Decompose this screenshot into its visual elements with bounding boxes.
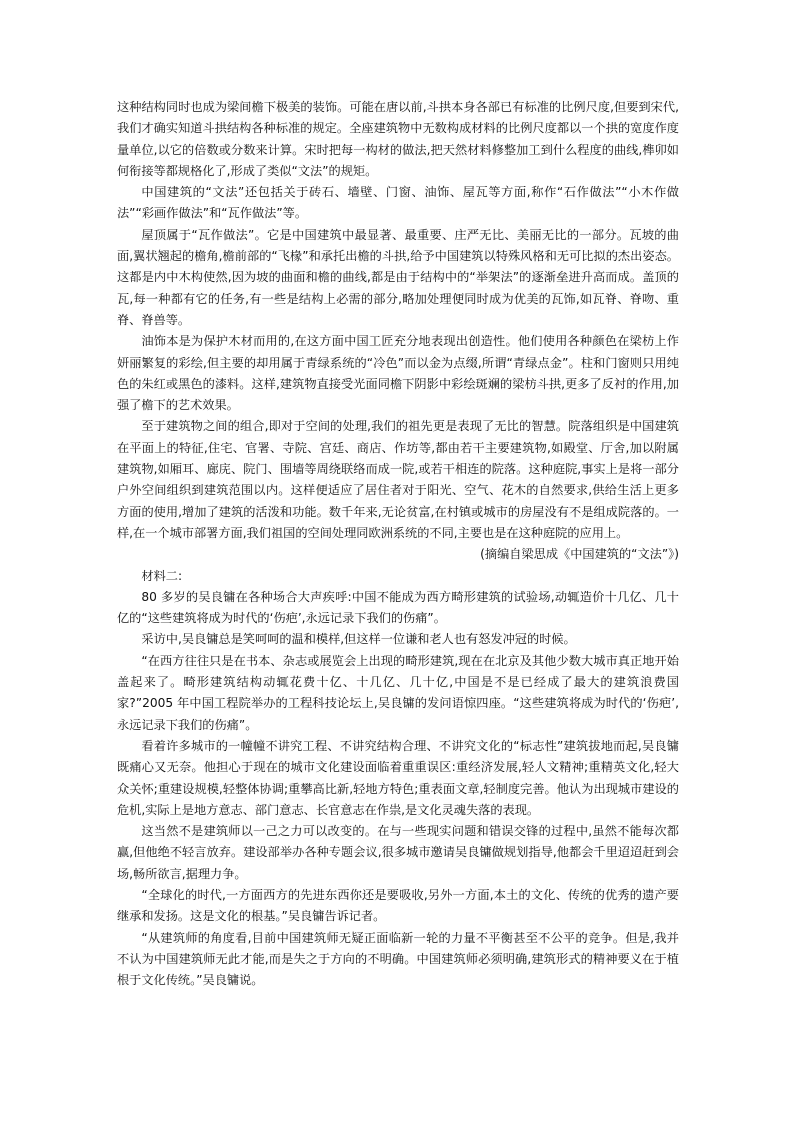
material2-heading: 材料二: [141, 568, 183, 583]
material2-paragraph-3: “在西方往往只是在书本、杂志或展览会上出现的畸形建筑,现在在北京及其他少数大城市真正地开始盖起来了。畸形建筑结构动辄花费十亿、十几亿、几十亿,中国是不是已经成了最大的建筑浪费国家?”2005 年中国工程院举办的工程科技论坛上,吴良镛的发问语惊四座。“这些建筑将成为时代的‘伤疤’,永远记录下我们的伤痛”。 [117, 653, 679, 732]
paragraph-1: 这种结构同时也成为梁间檐下极美的装饰。可能在唐以前,斗拱本身各部已有标准的比例尺度,但要到宋代,我们才确实知道斗拱结构各种标准的规定。全座建筑物中无数构成材料的比例尺度都以一个拱的宽度作度量单位,以它的倍数或分数来计算。宋时把每一构材的做法,把天然材料修整加工到什么程度的曲线,榫卯如何衔接等都规格化了,形成了类似“文法”的规矩。 [117, 100, 679, 178]
paragraph-3: 屋顶属于“瓦作做法”。它是中国建筑中最显著、最重要、庄严无比、美丽无比的一部分。瓦坡的曲面,翼状翘起的檐角,檐前部的“飞椽”和承托出檐的斗拱,给予中国建筑以特殊风格和无可比拟的杰出姿态。这都是内中木构使然,因为坡的曲面和檐的曲线,都是由于结构中的“举架法”的逐渐垒进升高而成。盖顶的瓦,每一种都有它的任务,有一些是结构上必需的部分,略加处理便同时成为优美的瓦饰,如瓦脊、脊吻、重脊、脊兽等。 [117, 227, 679, 327]
paragraph-5: 至于建筑物之间的组合,即对于空间的处理,我们的祖先更是表现了无比的智慧。院落组织是中国建筑在平面上的特征,住宅、官署、寺院、宫廷、商店、作坊等,都由若干主要建筑物,如殿堂、厅舍,加以附属建筑物,如厢耳、廊庑、院门、围墙等周绕联络而成一院,或若干相连的院落。这种庭院,事实上是将一部分户外空间组织到建筑范围以内。这样便适应了居住者对于阳光、空气、花木的自然要求,供给生活上更多方面的使用,增加了建筑的活泼和功能。数千年来,无论贫富,在村镇或城市的房屋没有不是组成院落的。一样,在一个城市部署方面,我们祖国的空间处理同欧洲系统的不同,主要也是在这种庭院的应用上。 [117, 419, 679, 540]
material2-paragraph-2: 采访中,吴良镛总是笑呵呵的温和模样,但这样一位谦和老人也有怒发冲冠的时候。 [141, 632, 576, 647]
material2-paragraph-7: “从建筑师的角度看,目前中国建筑师无疑正面临新一轮的力量不平衡甚至不公平的竞争。但是,我并不认为中国建筑师无此才能,而是失之于方向的不明确。中国建筑师必须明确,建筑形式的精神要义在于植根于文化传统。”吴良镛说。 [117, 930, 679, 988]
material2-paragraph-5: 这当然不是建筑师以一己之力可以改变的。在与一些现实问题和错误交锋的过程中,虽然不能每次都赢,但他绝不轻言放弃。建设部举办各种专题会议,很多城市邀请吴良镛做规划指导,他都会千里迢迢赶到会场,畅所欲言,据理力争。 [117, 824, 679, 881]
paragraph-4: 油饰本是为保护木材而用的,在这方面中国工匠充分地表现出创造性。他们使用各种颜色在梁枋上作妍丽繁复的彩绘,但主要的却用属于青绿系统的“冷色”而以金为点缀,所谓“青绿点金”。柱和门窗则只用纯色的朱红或黑色的漆料。这样,建筑物直接受光面同檐下阴影中彩绘斑斓的梁枋斗拱,更多了反衬的作用,加强了檐下的艺术效果。 [117, 334, 679, 413]
material2-paragraph-4: 看着许多城市的一幢幢不讲究工程、不讲究结构合理、不讲究文化的“标志性”建筑拔地而起,吴良镛既痛心又无奈。他担心于现在的城市文化建设面临着重重误区:重经济发展,轻人文精神;重精英文化,轻大众关怀;重建设规模,轻整体协调;重攀高比新,轻地方特色;重表面文章,轻制度完善。他认为出现城市建设的危机,实际上是地方意志、部门意志、长官意志在作祟,是文化灵魂失落的表现。 [117, 738, 679, 817]
material2-paragraph-1: 80 多岁的吴良镛在各种场合大声疾呼:中国不能成为西方畸形建筑的试验场,动辄造价十几亿、几十亿的“这些建筑将成为时代的‘伤疤’,永远记录下我们的伤痛”。 [117, 589, 679, 626]
paragraph-2: 中国建筑的“文法”还包括关于砖石、墙壁、门窗、油饰、屋瓦等方面,称作“石作做法”“小木作做法”“彩画作做法”和“瓦作做法”等。 [117, 185, 679, 221]
material2-paragraph-6: “全球化的时代,一方面西方的先进东西你还是要吸收,另外一方面,本土的文化、传统的优秀的遗产要继承和发扬。这是文化的根基。”吴良镛告诉记者。 [117, 887, 679, 924]
document-page [117, 97, 679, 991]
source-citation: (摘编自梁思成《中国建筑的“文法”》) [480, 547, 679, 562]
